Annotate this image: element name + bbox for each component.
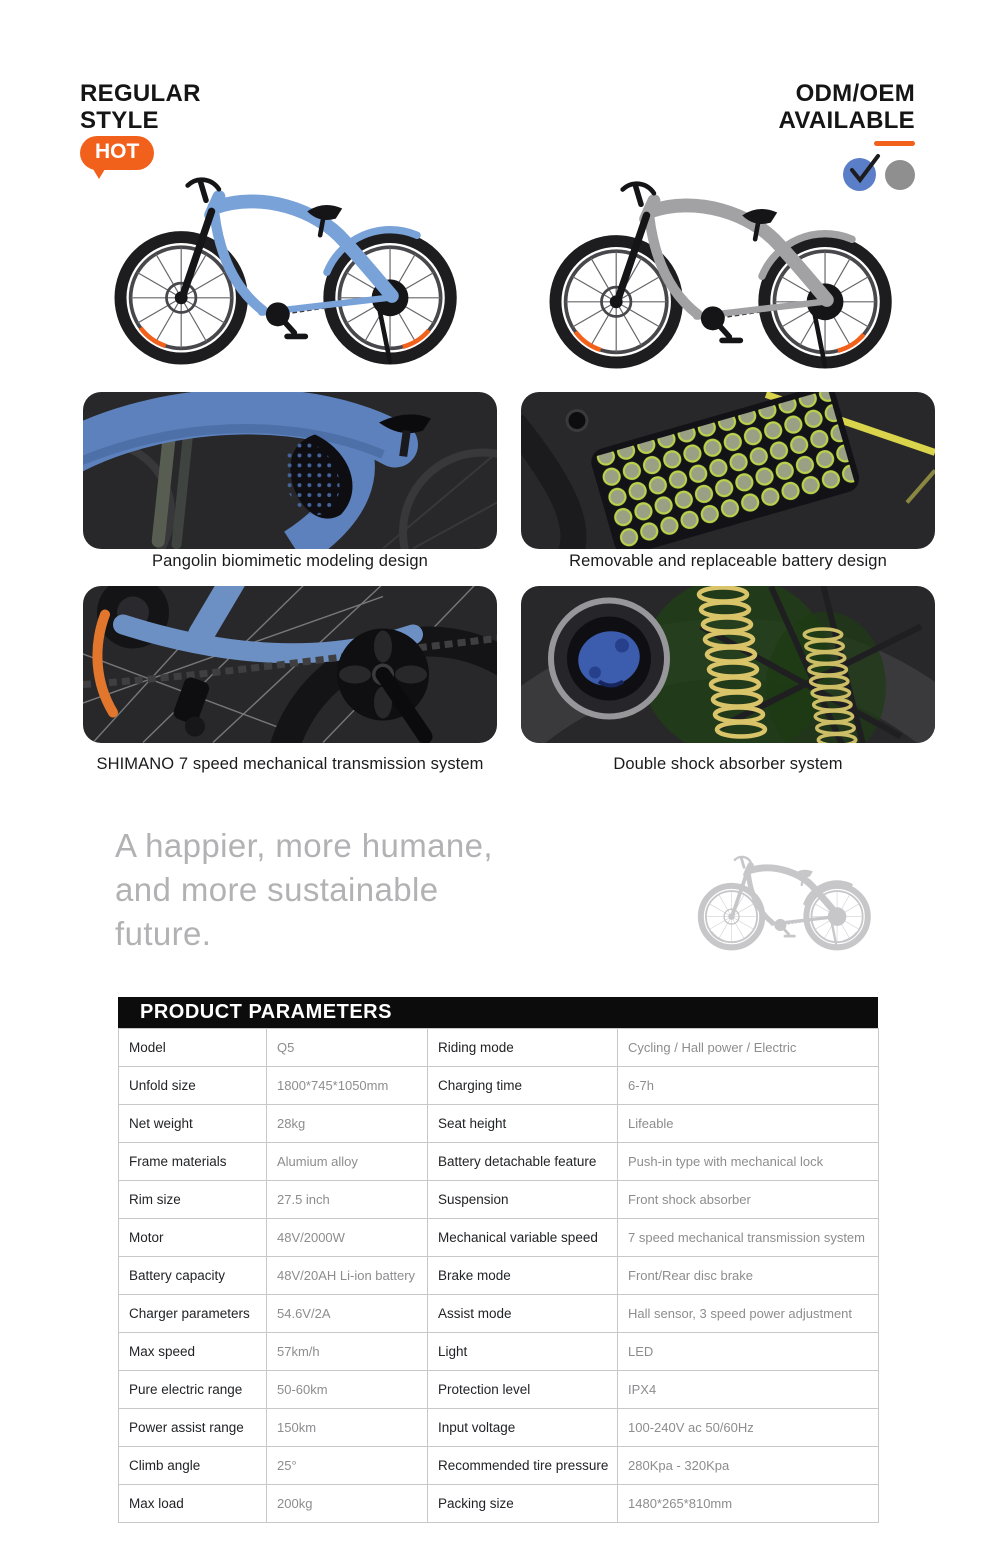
param-label: Battery detachable feature [428,1143,618,1181]
param-label: Frame materials [119,1143,267,1181]
feature-caption-transmission: SHIMANO 7 speed mechanical transmission system [96,755,484,773]
table-row [119,1257,879,1295]
param-value: 48V/2000W [267,1219,428,1257]
param-label: Max speed [119,1333,267,1371]
param-label: Unfold size [119,1067,267,1105]
param-value: 200kg [267,1485,428,1523]
tagline-line2: and more sustainable [115,871,439,908]
param-value: Lifeable [618,1105,879,1143]
param-value: 27.5 inch [267,1181,428,1219]
odm-title [779,80,915,134]
param-value: 50-60km [267,1371,428,1409]
param-value: Hall sensor, 3 speed power adjustment [618,1295,879,1333]
param-value: 280Kpa - 320Kpa [618,1447,879,1485]
parameters-table [118,1028,879,1523]
bike-silhouette [692,840,878,956]
param-label: Power assist range [119,1409,267,1447]
shock-absorber-illustration [521,586,935,743]
param-value: 150km [267,1409,428,1447]
param-value: LED [618,1333,879,1371]
param-value: 25° [267,1447,428,1485]
param-label: Battery capacity [119,1257,267,1295]
param-label: Net weight [119,1105,267,1143]
feature-caption-battery: Removable and replaceable battery design [569,552,887,570]
param-label: Charger parameters [119,1295,267,1333]
param-label: Light [428,1333,618,1371]
table-row [119,1029,879,1067]
style-title [80,80,201,134]
param-value: 7 speed mechanical transmission system [618,1219,879,1257]
param-label: Seat height [428,1105,618,1143]
tagline-line3: future. [115,915,212,952]
param-label: Pure electric range [119,1371,267,1409]
param-value: 1800*745*1050mm [267,1067,428,1105]
param-label: Protection level [428,1371,618,1409]
bike-photo-blue [103,146,471,376]
table-row [119,1181,879,1219]
param-value: Front/Rear disc brake [618,1257,879,1295]
param-value: IPX4 [618,1371,879,1409]
style-title-line2: STYLE [80,107,159,134]
transmission-illustration [83,586,497,743]
param-value: 54.6V/2A [267,1295,428,1333]
table-row [119,1219,879,1257]
bike-photo-gray [538,150,906,380]
param-value: Alumium alloy [267,1143,428,1181]
feature-caption-pangolin: Pangolin biomimetic modeling design [152,552,428,570]
pangolin-frame-illustration [83,392,497,549]
table-row [119,1485,879,1523]
table-row [119,1371,879,1409]
param-label: Riding mode [428,1029,618,1067]
table-row [119,1105,879,1143]
param-label: Motor [119,1219,267,1257]
orange-underline [874,141,915,146]
odm-title-line2: AVAILABLE [778,107,915,134]
param-label: Rim size [119,1181,267,1219]
tagline [115,824,493,956]
param-value: 57km/h [267,1333,428,1371]
table-row [119,1295,879,1333]
param-label: Packing size [428,1485,618,1523]
table-row [119,1447,879,1485]
param-label: Input voltage [428,1409,618,1447]
param-label: Charging time [428,1067,618,1105]
param-value: Q5 [267,1029,428,1067]
feature-photo-pangolin-frame [83,392,497,549]
param-value: 1480*265*810mm [618,1485,879,1523]
param-value: Cycling / Hall power / Electric [618,1029,879,1067]
param-label: Model [119,1029,267,1067]
style-title-line1: REGULAR [80,80,201,107]
param-label: Recommended tire pressure [428,1447,618,1485]
feature-photo-battery [521,392,935,549]
table-row [119,1143,879,1181]
param-label: Assist mode [428,1295,618,1333]
param-value: Push-in type with mechanical lock [618,1143,879,1181]
feature-photo-shock-absorber [521,586,935,743]
param-value: 48V/20AH Li-ion battery [267,1257,428,1295]
tagline-line1: A happier, more humane, [115,827,493,864]
param-value: 6-7h [618,1067,879,1105]
param-label: Brake mode [428,1257,618,1295]
hot-badge: HOT [80,136,154,170]
table-row [119,1409,879,1447]
odm-title-line1: ODM/OEM [795,80,915,107]
param-value: Front shock absorber [618,1181,879,1219]
param-label: Max load [119,1485,267,1523]
table-row [119,1333,879,1371]
parameters-title-bar: PRODUCT PARAMETERS [118,997,878,1028]
param-value: 28kg [267,1105,428,1143]
param-label: Suspension [428,1181,618,1219]
battery-cells-illustration [521,392,935,549]
param-value: 100-240V ac 50/60Hz [618,1409,879,1447]
param-label: Climb angle [119,1447,267,1485]
feature-photo-transmission [83,586,497,743]
table-row [119,1067,879,1105]
feature-caption-shock: Double shock absorber system [613,755,843,773]
param-label: Mechanical variable speed [428,1219,618,1257]
